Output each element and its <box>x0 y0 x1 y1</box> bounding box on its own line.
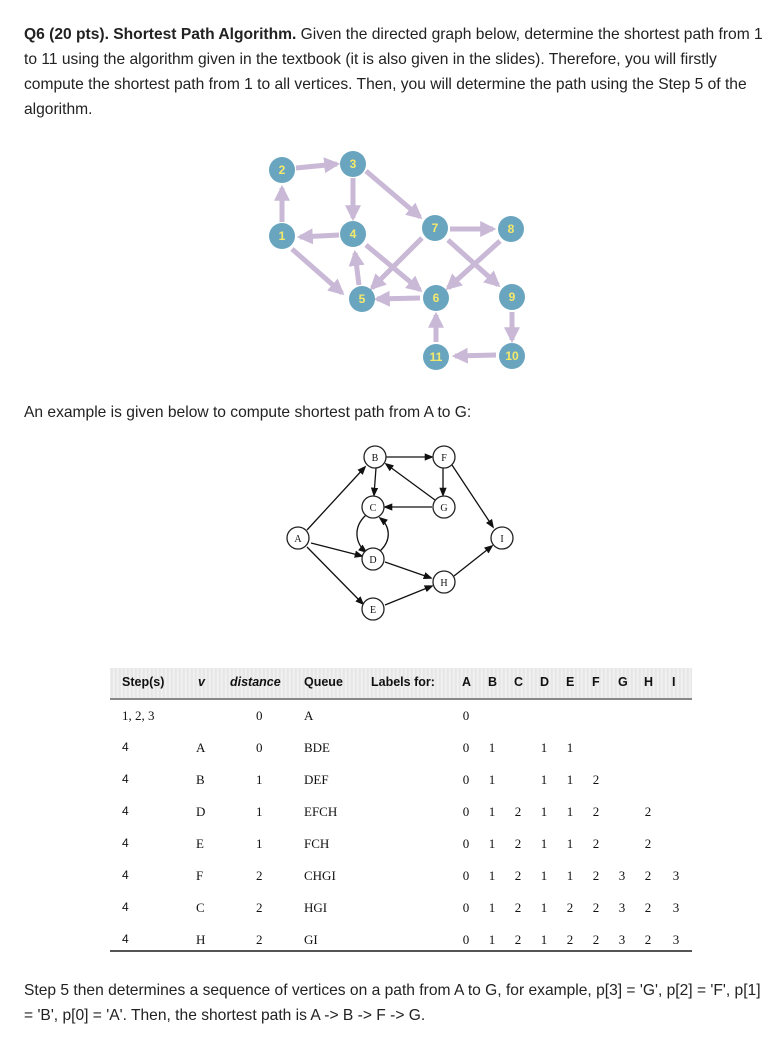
edge-a-b <box>307 467 365 530</box>
node-11-label: 11 <box>429 350 443 364</box>
graph2-nodes <box>287 446 513 620</box>
cell-label-f: 2 <box>592 932 600 947</box>
cell-queue: FCH <box>304 836 330 851</box>
node-g-label: G <box>440 503 448 514</box>
header-distance: distance <box>230 675 281 689</box>
cell-label-e: 2 <box>566 900 574 915</box>
cell-label-e: 1 <box>566 772 574 787</box>
cell-queue: BDE <box>304 740 330 755</box>
edge-1-5 <box>292 249 342 293</box>
cell-label-d: 1 <box>540 804 548 819</box>
node-f-label: F <box>441 453 447 464</box>
header-label-g: G <box>618 675 628 689</box>
edge-d-h <box>385 562 431 578</box>
node-1-label: 1 <box>278 229 286 243</box>
example-graph-a-to-g <box>0 440 782 640</box>
header-label-d: D <box>540 675 550 689</box>
cell-label-f: 2 <box>592 868 600 883</box>
table-row <box>110 804 692 835</box>
cell-distance: 0 <box>256 708 263 723</box>
cell-label-i: 3 <box>672 868 680 883</box>
edge-6-5 <box>377 298 420 299</box>
cell-v: A <box>196 740 206 755</box>
cell-label-h: 2 <box>644 900 652 915</box>
edge-3-7 <box>366 171 420 217</box>
edge-2-3 <box>296 164 337 168</box>
header-queue: Queue <box>304 675 343 689</box>
edge-g-b <box>386 464 435 500</box>
cell-queue: A <box>304 708 314 723</box>
cell-steps: 4 <box>122 900 129 914</box>
cell-label-f: 2 <box>592 804 600 819</box>
cell-label-i: 3 <box>672 932 680 947</box>
edge-10-11 <box>455 355 496 356</box>
cell-v: E <box>196 836 204 851</box>
cell-distance: 1 <box>256 804 263 819</box>
cell-label-b: 1 <box>488 804 496 819</box>
header-label-c: C <box>514 675 524 689</box>
cell-label-b: 1 <box>488 836 496 851</box>
table-bottom-rule <box>110 950 692 952</box>
node-4-label: 4 <box>349 227 357 241</box>
cell-label-a: 0 <box>462 900 470 915</box>
cell-queue: CHGI <box>304 868 336 883</box>
cell-label-d: 1 <box>540 772 548 787</box>
cell-steps: 4 <box>122 868 129 882</box>
node-h-label: H <box>440 578 448 589</box>
cell-label-e: 1 <box>566 836 574 851</box>
cell-label-c: 2 <box>514 836 522 851</box>
cell-label-e: 1 <box>566 804 574 819</box>
cell-label-b: 1 <box>488 772 496 787</box>
step5-text: Step 5 then determines a sequence of vertices on a path from A to G, for example, p[3] = 'G', p[2] = 'F', p[1] = 'B', p[0] = 'A'. Then, the shortest path is A -> B -> F -> G. <box>24 982 761 1024</box>
table-row <box>110 708 692 739</box>
cell-label-b: 1 <box>488 900 496 915</box>
node-e-label: E <box>369 605 377 616</box>
cell-label-f: 2 <box>592 772 600 787</box>
cell-v: F <box>196 868 204 883</box>
directed-graph-1-to-11 <box>0 0 782 390</box>
header-label-a: A <box>462 675 472 689</box>
cell-queue: GI <box>304 932 318 947</box>
cell-label-d: 1 <box>540 900 548 915</box>
cell-queue: EFCH <box>304 804 338 819</box>
cell-label-b: 1 <box>488 740 496 755</box>
node-9-label: 9 <box>508 290 516 304</box>
cell-distance: 1 <box>256 836 263 851</box>
edge-5-4 <box>355 253 359 285</box>
node-b-label: B <box>371 453 379 464</box>
header-label-e: E <box>566 675 575 689</box>
cell-distance: 2 <box>256 900 263 915</box>
header-label-b: B <box>488 675 498 689</box>
edge-7-5 <box>372 238 422 288</box>
cell-steps: 4 <box>122 740 129 754</box>
question-heading: Q6 (20 pts). Shortest Path Algorithm. <box>24 26 297 43</box>
header-labels-for: Labels for: <box>371 675 435 689</box>
cell-label-d: 1 <box>540 932 548 947</box>
graph2-edges <box>307 457 493 605</box>
table-row <box>110 868 692 899</box>
bfs-trace-table <box>110 668 692 958</box>
edge-a-d <box>311 543 362 556</box>
graph1-edges <box>282 164 512 356</box>
cell-label-e: 2 <box>566 932 574 947</box>
cell-label-a: 0 <box>462 836 470 851</box>
cell-label-d: 1 <box>540 740 548 755</box>
cell-label-h: 2 <box>644 868 652 883</box>
cell-label-h: 2 <box>644 932 652 947</box>
cell-label-e: 1 <box>566 868 574 883</box>
cell-label-f: 2 <box>592 900 600 915</box>
cell-label-g: 3 <box>618 900 626 915</box>
cell-label-f: 2 <box>592 836 600 851</box>
cell-label-h: 2 <box>644 836 652 851</box>
cell-label-c: 2 <box>514 932 522 947</box>
cell-label-h: 2 <box>644 804 652 819</box>
cell-v: C <box>196 900 205 915</box>
cell-label-b: 1 <box>488 932 496 947</box>
header-label-f: F <box>592 675 600 689</box>
node-3-label: 3 <box>349 157 357 171</box>
edge-e-h <box>385 586 432 605</box>
cell-steps: 4 <box>122 932 129 946</box>
cell-label-g: 3 <box>618 868 626 883</box>
edge-b-c <box>374 468 376 495</box>
cell-v: D <box>196 804 206 819</box>
cell-label-a: 0 <box>462 772 470 787</box>
edge-h-i <box>454 546 492 576</box>
node-2-label: 2 <box>278 163 286 177</box>
cell-v: H <box>196 932 206 947</box>
cell-label-a: 0 <box>462 740 470 755</box>
node-5-label: 5 <box>358 292 366 306</box>
cell-v: B <box>196 772 205 787</box>
cell-distance: 1 <box>256 772 263 787</box>
edge-c-d <box>357 515 366 552</box>
node-6-label: 6 <box>432 291 440 305</box>
cell-label-g: 3 <box>618 932 626 947</box>
cell-steps: 4 <box>122 836 129 850</box>
edge-a-e <box>307 547 363 604</box>
node-7-label: 7 <box>431 221 439 235</box>
cell-label-c: 2 <box>514 868 522 883</box>
table-row <box>110 932 692 963</box>
node-8-label: 8 <box>507 222 515 236</box>
cell-label-d: 1 <box>540 836 548 851</box>
edge-f-i <box>452 465 493 527</box>
cell-label-c: 2 <box>514 804 522 819</box>
example-text: An example is given below to compute shortest path from A to G: <box>24 404 472 421</box>
table-row <box>110 740 692 771</box>
cell-label-e: 1 <box>566 740 574 755</box>
header-label-i: I <box>672 675 676 689</box>
node-a-label: A <box>294 534 302 545</box>
table-row <box>110 900 692 931</box>
cell-queue: DEF <box>304 772 329 787</box>
header-v: v <box>198 675 205 689</box>
cell-label-i: 3 <box>672 900 680 915</box>
cell-steps: 1, 2, 3 <box>122 708 155 723</box>
cell-label-c: 2 <box>514 900 522 915</box>
node-10-label: 10 <box>505 349 519 363</box>
table-row <box>110 772 692 803</box>
cell-distance: 0 <box>256 740 263 755</box>
cell-label-a: 0 <box>462 868 470 883</box>
edge-4-1 <box>300 235 339 237</box>
cell-distance: 2 <box>256 868 263 883</box>
cell-label-d: 1 <box>540 868 548 883</box>
node-d-label: D <box>369 555 377 566</box>
cell-label-a: 0 <box>462 708 470 723</box>
cell-steps: 4 <box>122 804 129 818</box>
cell-label-b: 1 <box>488 868 496 883</box>
cell-label-a: 0 <box>462 932 470 947</box>
cell-distance: 2 <box>256 932 263 947</box>
cell-steps: 4 <box>122 772 129 786</box>
cell-label-a: 0 <box>462 804 470 819</box>
cell-queue: HGI <box>304 900 328 915</box>
header-label-h: H <box>644 675 654 689</box>
table-row <box>110 836 692 867</box>
edge-d-c <box>380 518 388 551</box>
question-body: Given the directed graph below, determine the shortest path from 1 to 11 using the algorithm given in the textbook (it is also given in the slides). Therefore, you will firstly compute the shortest path from 1 to all vertices. Then, you will determine the path using the Step 5 of the algorithm. <box>24 26 763 118</box>
node-c-label: C <box>369 503 377 514</box>
header-steps: Step(s) <box>122 675 165 689</box>
table-header <box>110 668 692 700</box>
node-i-label: I <box>500 534 504 545</box>
